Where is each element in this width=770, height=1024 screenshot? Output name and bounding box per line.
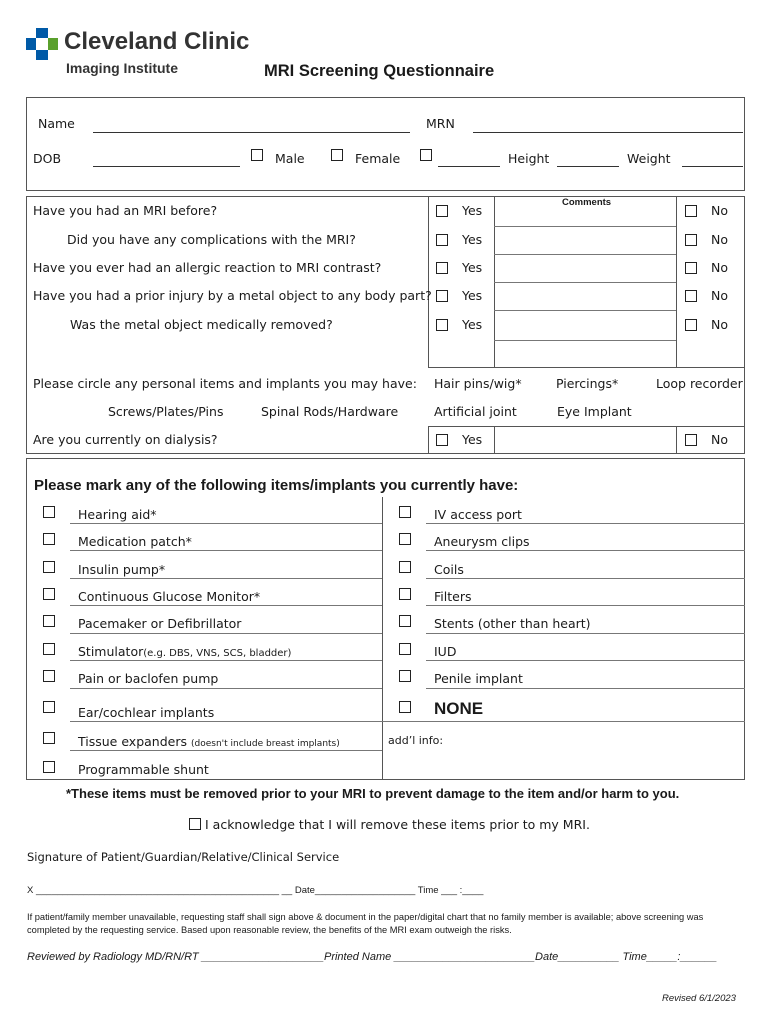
revised-date: Revised 6/1/2023 xyxy=(662,993,736,1004)
question-metal-injury: Have you had a prior injury by a metal object to any body part? xyxy=(33,288,432,303)
implant-aneurysm-clips: Aneurysm clips xyxy=(434,534,530,549)
implant-checkbox[interactable] xyxy=(43,533,55,545)
weight-label: Weight xyxy=(627,151,671,166)
implant-tissue-expanders xyxy=(78,734,340,749)
implant-checkbox[interactable] xyxy=(399,561,411,573)
implant-pacemaker: Pacemaker or Defibrillator xyxy=(78,616,242,631)
no-label: No xyxy=(711,288,728,303)
no-label: No xyxy=(711,432,728,447)
yes-label: Yes xyxy=(462,288,483,303)
no-label: No xyxy=(711,232,728,247)
stimulator-label: Stimulator xyxy=(78,644,144,659)
circle-item[interactable]: Hair pins/wig* xyxy=(434,376,522,391)
implant-cochlear: Ear/cochlear implants xyxy=(78,705,215,720)
implant-checkbox[interactable] xyxy=(43,701,55,713)
implant-stimulator xyxy=(78,644,291,659)
mrn-field[interactable] xyxy=(473,132,743,133)
cleveland-clinic-logo xyxy=(26,28,58,60)
stimulator-note: (e.g. DBS, VNS, SCS, bladder) xyxy=(143,648,292,659)
signature-label: Signature of Patient/Guardian/Relative/Clinical Service xyxy=(27,850,340,864)
implant-checkbox[interactable] xyxy=(399,670,411,682)
implant-checkbox[interactable] xyxy=(399,506,411,518)
implant-checkbox[interactable] xyxy=(43,561,55,573)
no-checkbox[interactable] xyxy=(685,319,697,331)
circle-item[interactable]: Eye Implant xyxy=(557,404,632,419)
acknowledge-checkbox[interactable] xyxy=(189,818,201,830)
additional-info-label: add’l info: xyxy=(388,734,444,747)
implant-coils: Coils xyxy=(434,562,464,577)
weight-field[interactable] xyxy=(682,166,743,167)
org-subname: Imaging Institute xyxy=(66,60,178,76)
no-label: No xyxy=(711,317,728,332)
question-prior-mri: Have you had an MRI before? xyxy=(33,203,218,218)
circle-item[interactable]: Artificial joint xyxy=(434,404,517,419)
yes-checkbox[interactable] xyxy=(436,434,448,446)
implant-stents: Stents (other than heart) xyxy=(434,616,591,631)
implant-glucose-monitor: Continuous Glucose Monitor* xyxy=(78,589,261,604)
tissue-expanders-note: (doesn't include breast implants) xyxy=(190,739,340,749)
implant-checkbox[interactable] xyxy=(399,533,411,545)
implant-baclofen-pump: Pain or baclofen pump xyxy=(78,671,219,686)
yes-label: Yes xyxy=(462,232,483,247)
dialysis-divider-right xyxy=(676,426,677,454)
implant-insulin-pump: Insulin pump* xyxy=(78,562,166,577)
circle-item[interactable]: Loop recorder xyxy=(656,376,743,391)
implant-checkbox[interactable] xyxy=(43,670,55,682)
height-label: Height xyxy=(508,151,550,166)
comments-row-line xyxy=(494,282,676,283)
mrn-label: MRN xyxy=(426,116,455,131)
implants-heading: Please mark any of the following items/implants you currently have: xyxy=(34,477,519,494)
implant-checkbox[interactable] xyxy=(399,588,411,600)
circle-item[interactable]: Piercings* xyxy=(556,376,619,391)
acknowledge-text: I acknowledge that I will remove these items prior to my MRI. xyxy=(205,817,590,832)
comments-divider-right xyxy=(676,196,677,368)
yes-checkbox[interactable] xyxy=(436,290,448,302)
page-title: MRI Screening Questionnaire xyxy=(264,62,495,80)
female-label: Female xyxy=(355,151,401,166)
dob-field[interactable] xyxy=(93,166,240,167)
yes-checkbox[interactable] xyxy=(436,205,448,217)
other-checkbox[interactable] xyxy=(420,149,432,161)
female-checkbox[interactable] xyxy=(331,149,343,161)
implant-iud: IUD xyxy=(434,644,457,659)
yes-label: Yes xyxy=(462,317,483,332)
implant-checkbox[interactable] xyxy=(43,732,55,744)
circle-prompt: Please circle any personal items and implants you may have: xyxy=(33,376,417,391)
implant-checkbox[interactable] xyxy=(399,643,411,655)
none-checkbox[interactable] xyxy=(399,701,411,713)
circle-item[interactable]: Spinal Rods/Hardware xyxy=(261,404,399,419)
patient-info-box xyxy=(26,97,745,191)
staff-note: If patient/family member unavailable, requesting staff shall sign above & document in the paper/digital chart that no family member is available; above screening was completed by the requesting service. Based upon reasonable review, the benefits of the MRI exam outweigh the risks. xyxy=(27,912,704,935)
circle-item[interactable]: Screws/Plates/Pins xyxy=(108,404,224,419)
yes-label: Yes xyxy=(462,203,483,218)
question-dialysis: Are you currently on dialysis? xyxy=(33,432,218,447)
implant-penile: Penile implant xyxy=(434,671,523,686)
implant-checkbox[interactable] xyxy=(43,588,55,600)
no-checkbox[interactable] xyxy=(685,205,697,217)
implant-checkbox[interactable] xyxy=(43,506,55,518)
yes-checkbox[interactable] xyxy=(436,262,448,274)
question-metal-removed: Was the metal object medically removed? xyxy=(70,317,333,332)
male-checkbox[interactable] xyxy=(251,149,263,161)
comments-row-line xyxy=(494,226,676,227)
no-checkbox[interactable] xyxy=(685,262,697,274)
implant-hearing-aid: Hearing aid* xyxy=(78,507,157,522)
none-label: NONE xyxy=(434,699,484,718)
implant-filters: Filters xyxy=(434,589,472,604)
yes-checkbox[interactable] xyxy=(436,234,448,246)
implant-checkbox[interactable] xyxy=(43,615,55,627)
height-field[interactable] xyxy=(557,166,619,167)
implants-column-divider xyxy=(382,497,383,780)
org-name: Cleveland Clinic xyxy=(64,28,250,55)
comments-header: Comments xyxy=(562,197,612,208)
no-checkbox[interactable] xyxy=(685,434,697,446)
yes-label: Yes xyxy=(462,432,483,447)
no-label: No xyxy=(711,260,728,275)
implant-checkbox[interactable] xyxy=(43,761,55,773)
signature-line[interactable]: X ______________________________________________ __ Date___________________ Time ___ :____ xyxy=(27,885,484,896)
male-label: Male xyxy=(275,151,305,166)
name-label: Name xyxy=(38,116,75,131)
implant-checkbox[interactable] xyxy=(43,643,55,655)
question-contrast-allergy: Have you ever had an allergic reaction to MRI contrast? xyxy=(33,260,382,275)
yes-checkbox[interactable] xyxy=(436,319,448,331)
comments-row-line xyxy=(494,254,676,255)
reviewed-by-line[interactable]: Reviewed by Radiology MD/RN/RT ____________________Printed Name _______________________Date__________ Time_____:______ xyxy=(27,951,718,963)
yes-label: Yes xyxy=(462,260,483,275)
dob-label: DOB xyxy=(33,151,62,166)
implant-iv-port: IV access port xyxy=(434,507,522,522)
acknowledge-row xyxy=(189,817,590,832)
implant-medication-patch: Medication patch* xyxy=(78,534,192,549)
removal-warning: *These items must be removed prior to your MRI to prevent damage to the item and/or harm to you. xyxy=(66,786,680,801)
no-checkbox[interactable] xyxy=(685,234,697,246)
implant-programmable-shunt: Programmable shunt xyxy=(78,762,209,777)
question-mri-complications: Did you have any complications with the MRI? xyxy=(67,232,356,247)
no-checkbox[interactable] xyxy=(685,290,697,302)
implant-checkbox[interactable] xyxy=(399,615,411,627)
other-field[interactable] xyxy=(438,166,500,167)
name-field[interactable] xyxy=(93,132,410,133)
comments-row-line xyxy=(494,310,676,311)
tissue-expanders-label: Tissue expanders xyxy=(78,734,187,749)
dialysis-divider-left xyxy=(494,426,495,454)
comments-row-line xyxy=(494,340,676,341)
no-label: No xyxy=(711,203,728,218)
